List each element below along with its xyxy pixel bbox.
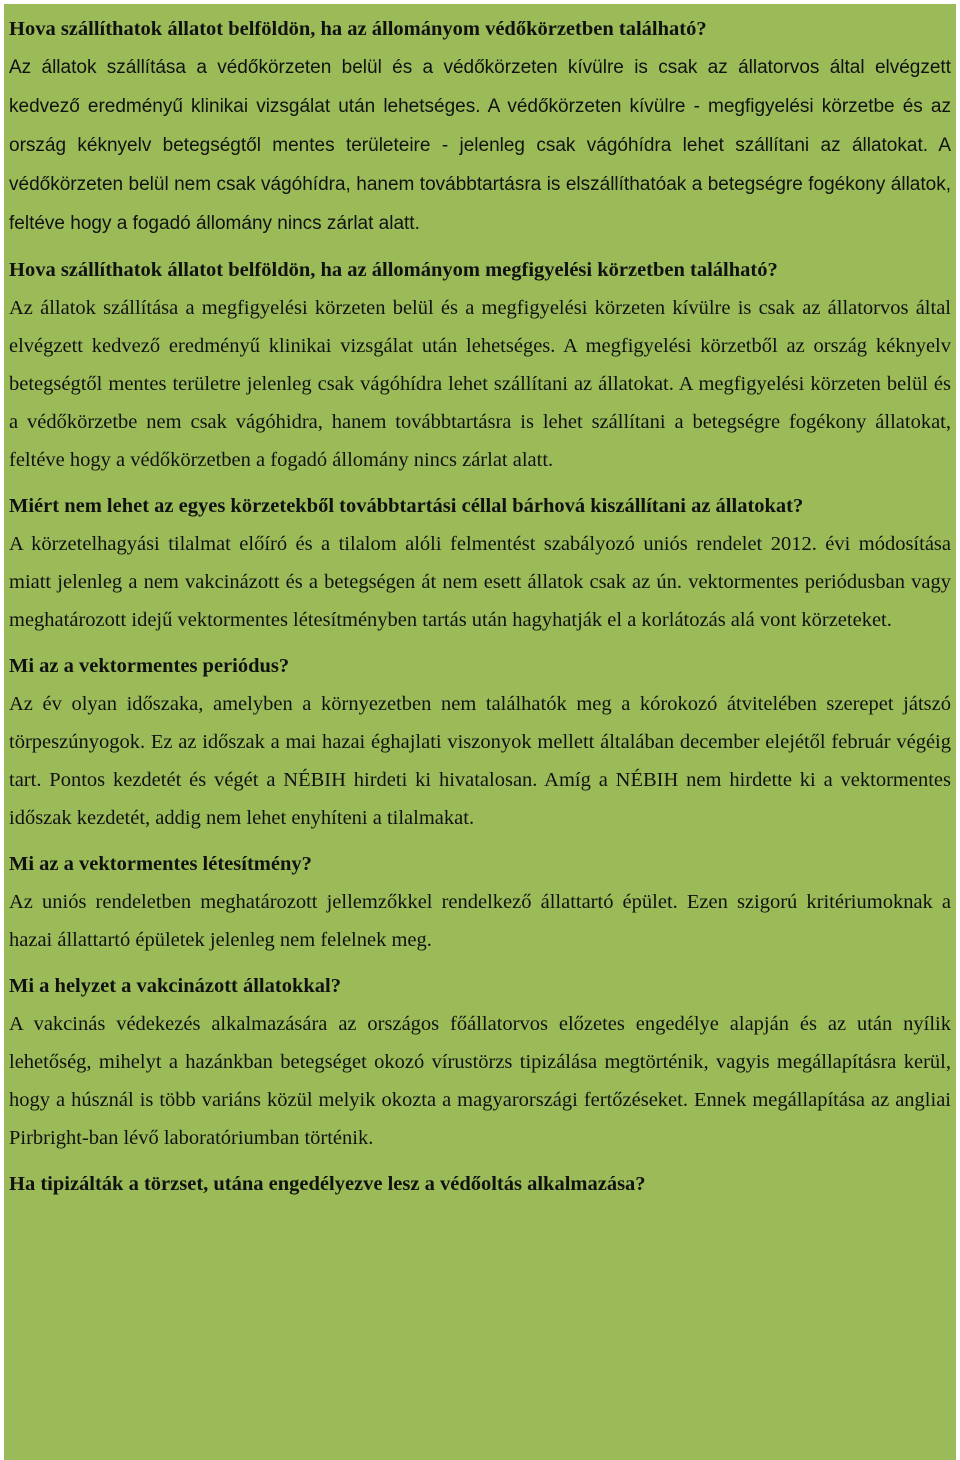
faq-question-2: Hova szállíthatok állatot belföldön, ha az állományom megfigyelési körzetben található?: [9, 259, 778, 281]
faq-question-1: Hova szállíthatok állatot belföldön, ha az állományom védőkörzetben található?: [9, 18, 707, 40]
faq-answer-4: [9, 685, 951, 837]
faq-answer-2-text: Az állatok szállítása a megfigyelési körzeten belül és a megfigyelési körzeten kívülre is csak az állatorvos által elvégzett kedvező eredményű klinikai vizsgálat után lehetséges. A megfigyelési körzetből az ország kéknyelv betegségtől mentes területre jelenleg csak vágóhídra lehet szállítani az állatokat. A megfigyelési körzeten belül és a védőkörzetbe nem csak vágóhidra, hanem továbbtartásra is lehet szállítani a betegségre fogékony állatokat, feltéve hogy a védőkörzetben a fogadó állomány nincs zárlat alatt.: [9, 297, 951, 471]
faq-question-4: Mi az a vektormentes periódus?: [9, 655, 290, 677]
faq-question-5: Mi az a vektormentes létesítmény?: [9, 853, 312, 875]
faq-answer-2: [9, 289, 951, 479]
faq-answer-6-text: A vakcinás védekezés alkalmazására az országos főállatorvos előzetes engedélye alapján és az után nyílik lehetőség, mihelyt a hazánkban betegséget okozó vírustörzs tipizálása megtörténik, vagyis megállapításra kerül, hogy a húsznál is több variáns közül melyik okozta a magyarországi fertőzéseket. Ennek megállapítása az angliai Pirbright-ban lévő laboratóriumban történik.: [9, 1013, 951, 1149]
faq-answer-6: [9, 1005, 951, 1157]
faq-question-3: Miért nem lehet az egyes körzetekből továbbtartási céllal bárhová kiszállítani az állatokat?: [9, 495, 804, 517]
faq-panel: [4, 4, 956, 1460]
faq-answer-5: [9, 883, 951, 959]
faq-answer-1-text: Az állatok szállítása a védőkörzeten belül és a védőkörzeten kívülre is csak az állatorvos által elvégzett kedvező eredményű klinikai vizsgálat után lehetséges. A védőkörzeten kívülre - megfigyelési körzetbe és az ország kéknyelv betegségtől mentes területeire - jelenleg csak vágóhídra lehet szállítani az állatokat. A védőkörzeten belül nem csak vágóhídra, hanem továbbtartásra is elszállíthatóak a betegségre fogékony állatok, feltéve hogy a fogadó állomány nincs zárlat alatt.: [9, 57, 951, 234]
faq-answer-1: [9, 48, 951, 243]
faq-question-6: Mi a helyzet a vakcinázott állatokkal?: [9, 975, 341, 997]
faq-answer-5-text: Az uniós rendeletben meghatározott jellemzőkkel rendelkező állattartó épület. Ezen szigorú kritériumoknak a hazai állattartó épületek jelenleg nem felelnek meg.: [9, 891, 951, 951]
faq-question-7: Ha tipizálták a törzset, utána engedélyezve lesz a védőoltás alkalmazása?: [9, 1173, 646, 1195]
faq-answer-4-text: Az év olyan időszaka, amelyben a környezetben nem találhatók meg a kórokozó átvitelében szerepet játszó törpeszúnyogok. Ez az időszak a mai hazai éghajlati viszonyok mellett általában december elejétől február végéig tart. Pontos kezdetét és végét a NÉBIH hirdeti ki hivatalosan. Amíg a NÉBIH nem hirdette ki a vektormentes időszak kezdetét, addig nem lehet enyhíteni a tilalmakat.: [9, 693, 951, 829]
faq-answer-3: [9, 525, 951, 639]
faq-answer-3-text: A körzetelhagyási tilalmat előíró és a tilalom alóli felmentést szabályozó uniós rendelet 2012. évi módosítása miatt jelenleg a nem vakcinázott és a betegségen át nem esett állatok csak az ún. vektormentes periódusban vagy meghatározott idejű vektormentes létesítményben tartás után hagyhatják el a korlátozás alá vont körzeteket.: [9, 533, 951, 631]
